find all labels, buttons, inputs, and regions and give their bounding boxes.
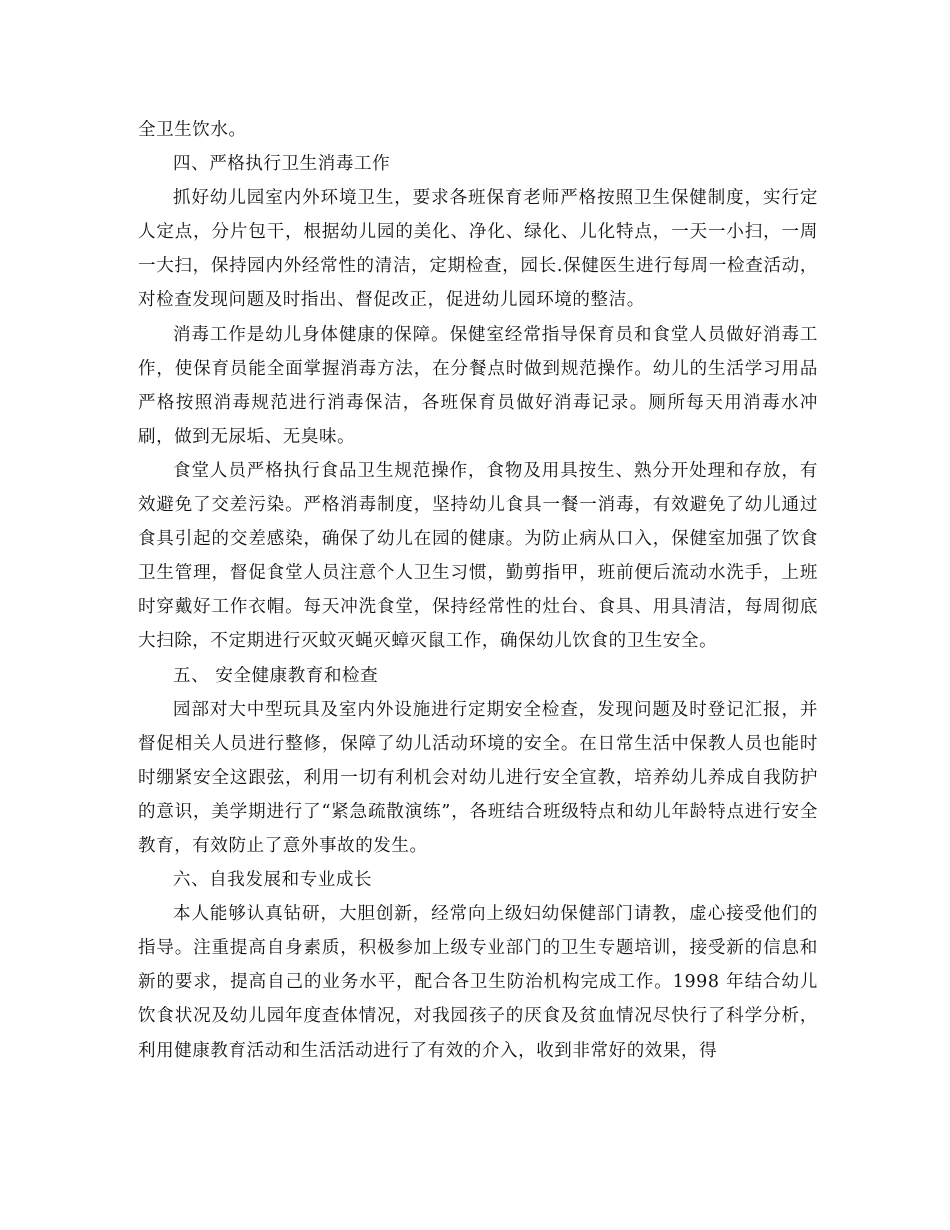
document-body [138, 113, 818, 1068]
paragraph-disinfection: 消毒工作是幼儿身体健康的保障。保健室经常指导保育员和食堂人员做好消毒工作，使保育员能全面掌握消毒方法，在分餐点时做到规范操作。幼儿的生活学习用品严格按照消毒规范进行消毒保洁，各班保育员做好消毒记录。厕所每天用消毒水冲刷，做到无尿垢、无臭味。 [138, 324, 818, 447]
paragraph-safety-check: 园部对大中型玩具及室内外设施进行定期安全检查，发现问题及时登记汇报，并督促相关人员进行整修，保障了幼儿活动环境的安全。在日常生活中保教人员也能时时绷紧安全这跟弦，利用一切有利机会对幼儿进行安全宣教，培养幼儿养成自我防护的意识，美学期进行了“紧急疏散演练”，各班结合班级特点和幼儿年龄特点进行安全教育，有效防止了意外事故的发生。 [138, 699, 818, 856]
paragraph-environment-hygiene: 抓好幼儿园室内外环境卫生，要求各班保育老师严格按照卫生保健制度，实行定人定点，分片包干，根据幼儿园的美化、净化、绿化、儿化特点，一天一小扫，一周一大扫，保持园内外经常性的清洁，定期检查，园长.保健医生进行每周一检查活动，对检查发现问题及时指出、督促改正，促进幼儿园环境的整洁。 [138, 188, 818, 311]
section-heading-5: 五、 安全健康教育和检查 [173, 665, 379, 686]
paragraph-continuation: 全卫生饮水。 [138, 120, 247, 140]
paragraph-self-development: 本人能够认真钻研，大胆创新，经常向上级妇幼保健部门请教，虚心接受他们的指导。注重提高自身素质，积极参加上级专业部门的卫生专题培训，接受新的信息和新的要求，提高自己的业务水平，配合各卫生防治机构完成工作。1998 年结合幼儿饮食状况及幼儿园年度查体情况，对我园孩子的厌食及贫血情况尽快行了科学分析，利用健康教育活动和生活活动进行了有效的介入，收到非常好的效果，得 [138, 904, 818, 1061]
section-heading-4: 四、严格执行卫生消毒工作 [173, 154, 391, 175]
paragraph-canteen: 食堂人员严格执行食品卫生规范操作，食物及用具按生、熟分开处理和存放，有效避免了交差污染。严格消毒制度，坚持幼儿食具一餐一消毒，有效避免了幼儿通过食具引起的交差感染，确保了幼儿在园的健康。为防止病从口入，保健室加强了饮食卫生管理，督促食堂人员注意个人卫生习惯，勤剪指甲，班前便后流动水洗手，上班时穿戴好工作衣帽。每天冲洗食堂，保持经常性的灶台、食具、用具清洁，每周彻底大扫除，不定期进行灭蚊灭蝇灭蟑灭鼠工作，确保幼儿饮食的卫生安全。 [138, 460, 818, 652]
section-heading-6: 六、自我发展和专业成长 [173, 870, 373, 891]
